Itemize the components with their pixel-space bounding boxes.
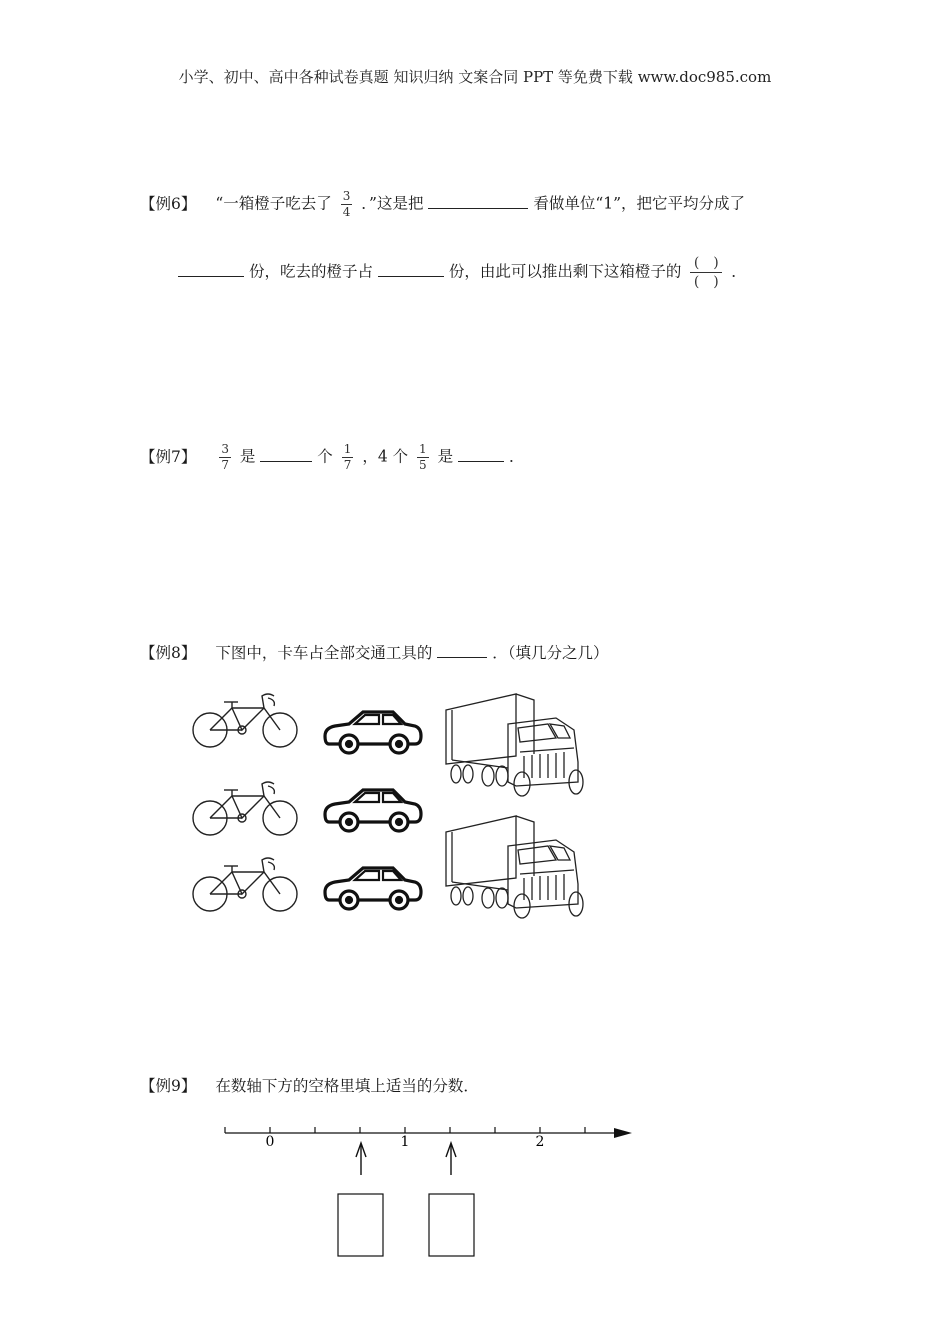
ex7-text-5: ．	[509, 447, 525, 466]
ex7-text-1: 是	[239, 447, 256, 466]
fraction-three-sevenths	[219, 442, 231, 473]
fraction-denominator: 4	[342, 205, 351, 219]
tick-label-1: 1	[400, 1134, 410, 1150]
ex6-text-4: 份，吃去的橙子占	[248, 262, 373, 281]
truck-1	[446, 694, 583, 796]
pointer-arrow-1	[356, 1143, 366, 1175]
tick-label-0: 0	[265, 1134, 275, 1150]
ex8-text-2: ．（填几分之几）	[492, 644, 609, 662]
example-7-label: 【例7】	[140, 447, 197, 466]
car-3	[325, 868, 421, 909]
answer-blank-fraction[interactable]	[458, 447, 504, 462]
fraction-numerator: 1	[419, 442, 427, 456]
fraction-one-fifth	[417, 442, 429, 473]
example-8-label: 【例8】	[140, 644, 197, 662]
fraction-denominator: 7	[343, 458, 352, 472]
number-line-ticks	[225, 1127, 585, 1133]
ex6-text-5: 份，由此可以推出剩下这箱橙子的	[448, 262, 682, 281]
example-6-label: 【例6】	[140, 194, 197, 213]
example-6-line-2	[178, 254, 747, 291]
ex7-text-3: ，4 个	[362, 447, 409, 466]
bicycle-2	[193, 782, 297, 835]
answer-blank-truck-fraction[interactable]	[437, 643, 487, 658]
answer-blank-count[interactable]	[260, 447, 312, 462]
ex8-text-1: 下图中，卡车占全部交通工具的	[215, 644, 433, 662]
answer-box-2[interactable]	[429, 1194, 474, 1256]
fraction-numerator: 3	[221, 442, 229, 456]
ex6-text-3: 看做单位“1”，把它平均分成了	[533, 194, 746, 213]
example-7-line	[140, 442, 525, 473]
fraction-denominator: 5	[419, 458, 427, 472]
answer-blank-parts[interactable]	[178, 262, 244, 277]
ex6-text-1: “一箱橙子吃去了	[215, 194, 332, 213]
fraction-numerator: 1	[343, 442, 352, 456]
example-9-label: 【例9】	[140, 1077, 197, 1095]
car-1	[325, 712, 421, 753]
answer-box-1[interactable]	[338, 1194, 383, 1256]
number-line-axis	[225, 1128, 632, 1138]
fraction-numerator: 3	[342, 189, 351, 203]
tick-label-2: 2	[535, 1134, 545, 1150]
fraction-one-seventh	[342, 442, 354, 473]
ex7-text-2: 个	[317, 447, 333, 466]
ex7-text-4: 是	[437, 447, 454, 466]
pointer-arrow-2	[446, 1143, 456, 1175]
fraction-numerator: ( )	[690, 254, 722, 273]
truck-2	[446, 816, 583, 918]
axis-arrow-icon	[614, 1128, 632, 1138]
answer-blank-unit[interactable]	[428, 194, 528, 209]
ex6-text-6: ．	[731, 262, 747, 281]
fraction-denominator: 7	[221, 458, 229, 472]
ex9-text-1: 在数轴下方的空格里填上适当的分数．	[215, 1077, 479, 1095]
vehicles-figure	[180, 680, 620, 930]
ex6-text-2: ．”这是把	[361, 194, 424, 213]
example-9-line	[140, 1076, 479, 1096]
fraction-answer-box[interactable]	[690, 254, 722, 291]
car-2	[325, 790, 421, 831]
example-6-line-1	[140, 189, 745, 220]
answer-blank-eaten[interactable]	[378, 262, 444, 277]
number-line-figure	[220, 1115, 640, 1265]
page-header: 小学、初中、高中各种试卷真题 知识归纳 文案合同 PPT 等免费下载 www.doc985.com	[178, 68, 772, 86]
bicycle-1	[193, 694, 297, 747]
bicycle-3	[193, 858, 297, 911]
example-8-line	[140, 643, 608, 663]
fraction-three-quarters	[341, 189, 353, 220]
fraction-denominator: ( )	[693, 274, 719, 290]
